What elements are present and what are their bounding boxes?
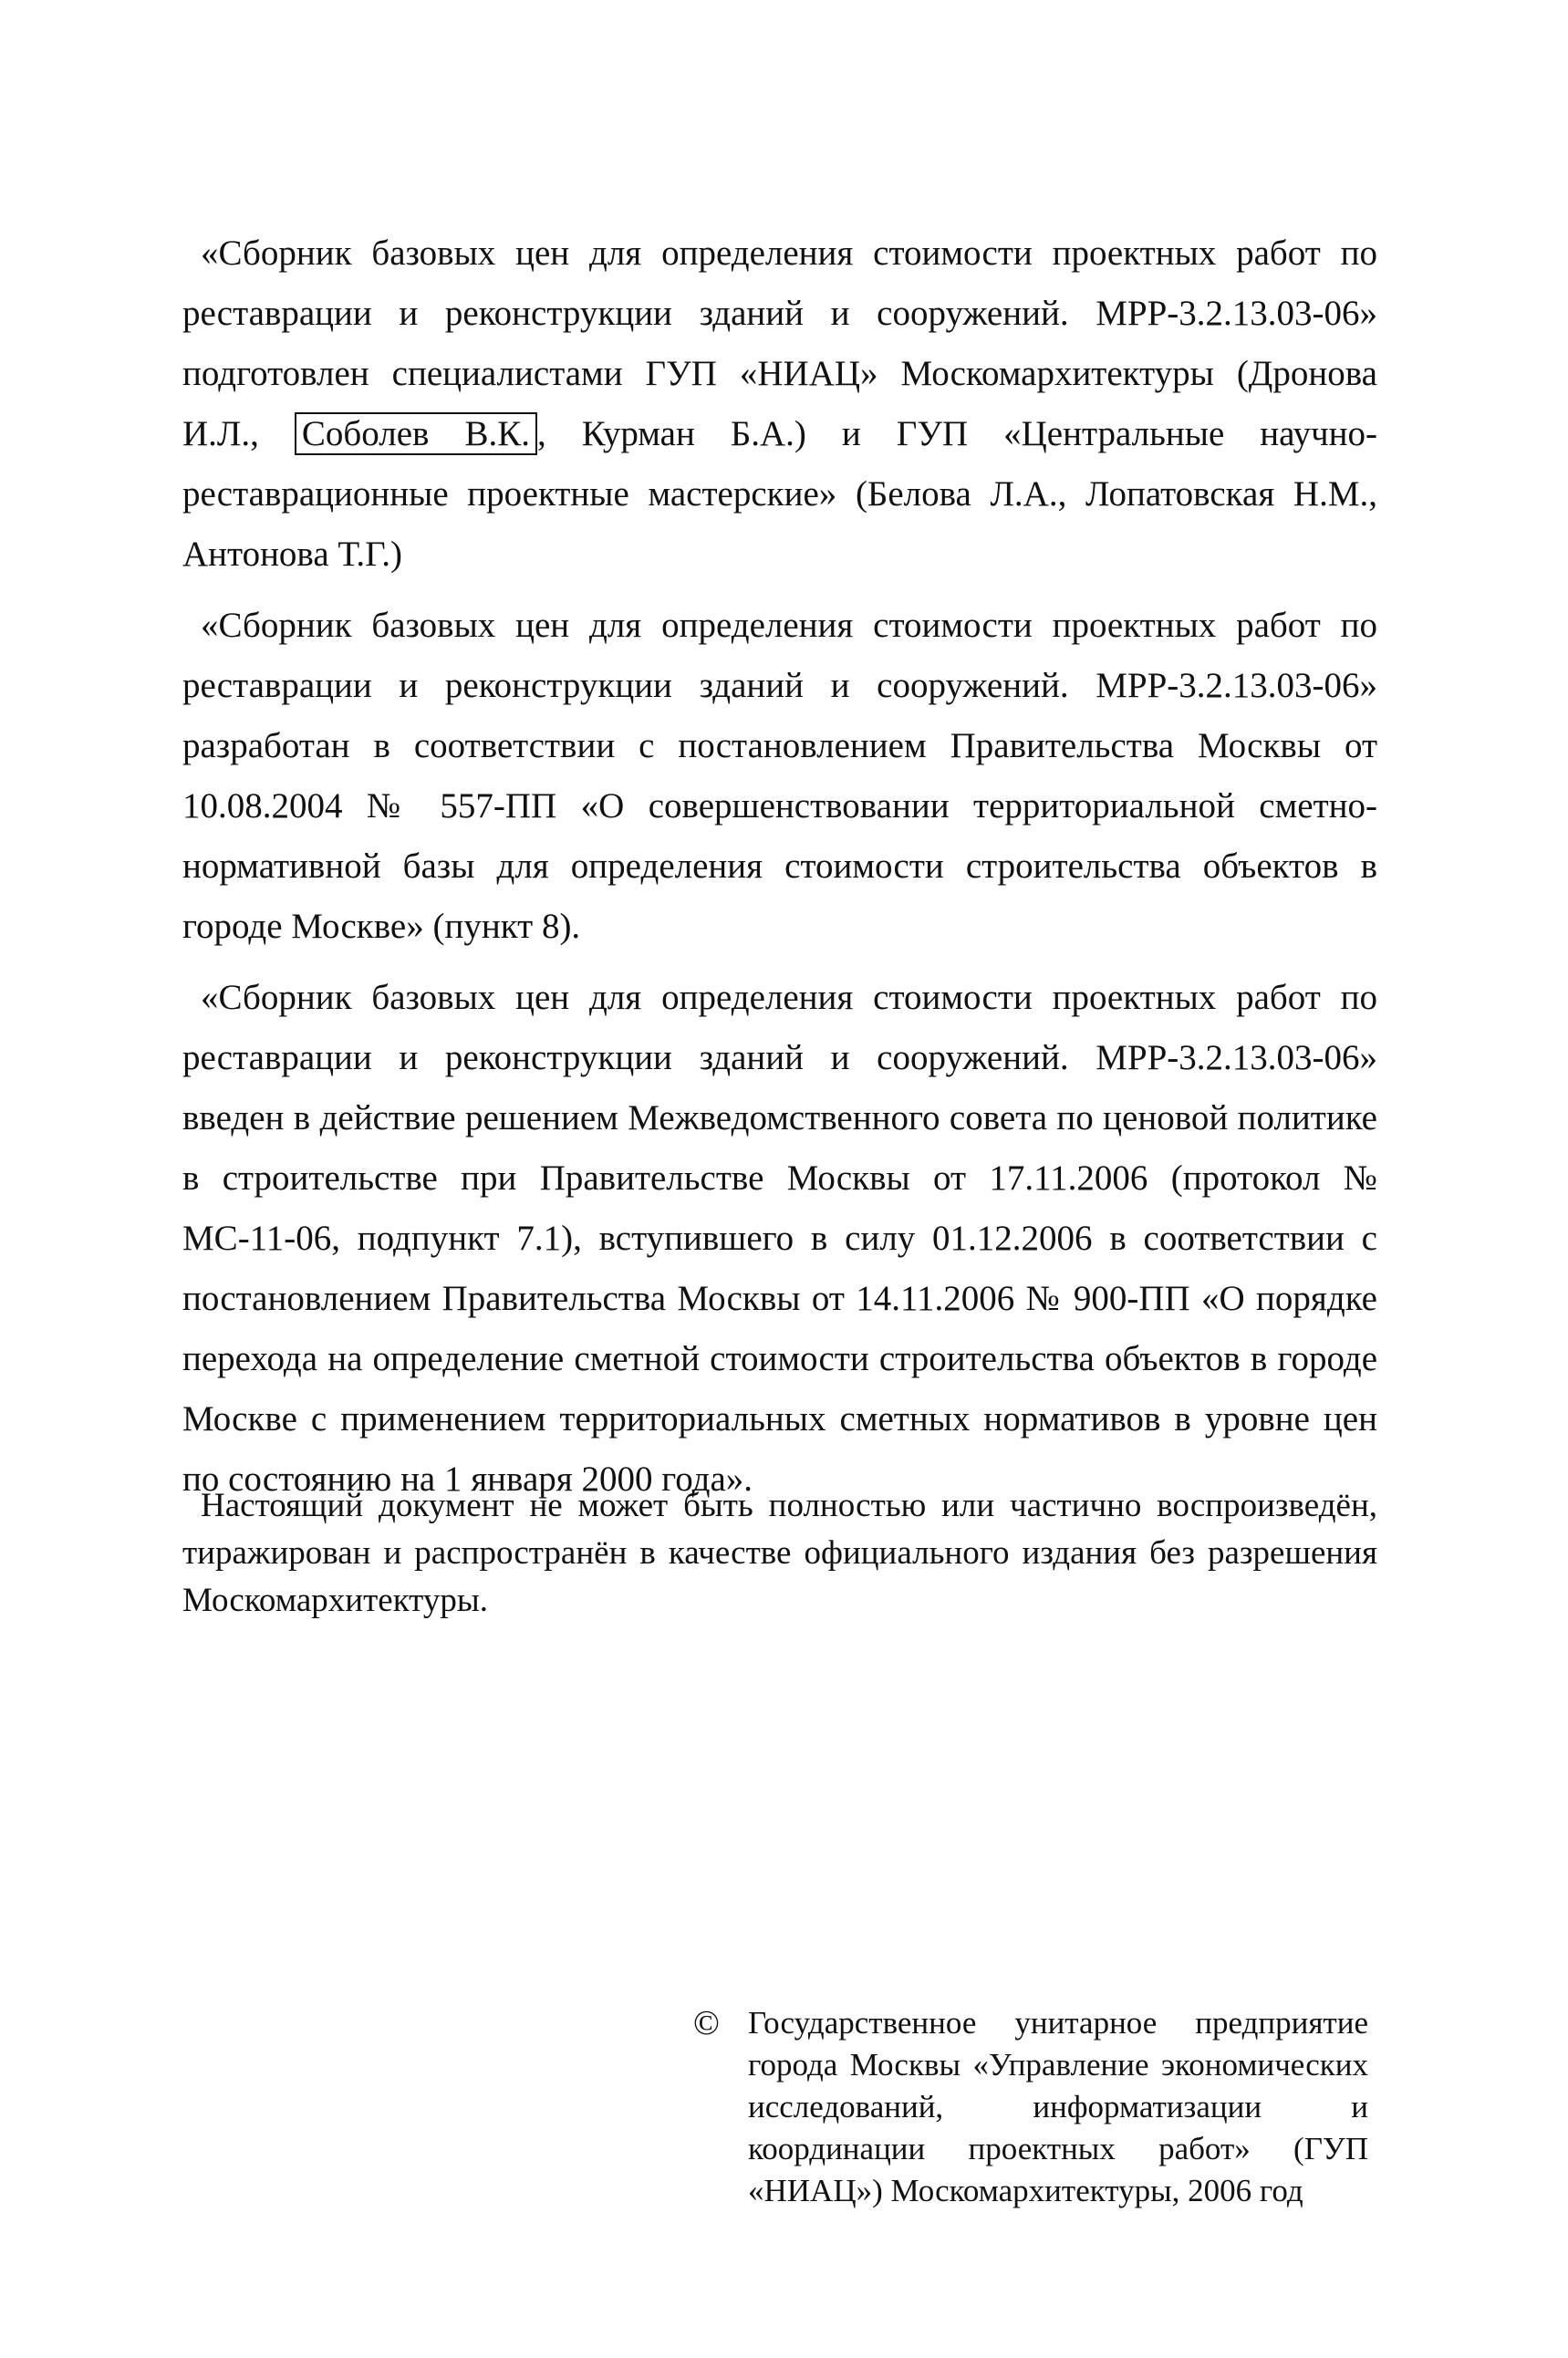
- paragraph-enacted: «Сборник базовых цен для определения стоимости проектных работ по реставрации и реконструкции зданий и сооружений. МРР-3.2.13.03-06» введен в действие решением Межведомственного совета по ценовой политике в строительстве при Правительстве Москвы от 17.11.2006 (протокол № МС-11-06, подпункт 7.1), вступившего в силу 01.12.2006 в соответствии с постановлением Правительства Москвы от 14.11.2006 № 900-ПП «О порядке перехода на определение сметной стоимости строительства объектов в городе Москве с применением территориальных сметных нормативов в уровне цен по состоянию на 1 января 2000 года».: [182, 978, 1377, 1499]
- copyright-text: Государственное унитарное предприятие города Москвы «Управление экономических исследований, информатизации и координации проектных работ» (ГУП «НИАЦ») Москомархитектуры, 2006 год: [748, 2005, 1368, 2208]
- paragraph-authors: [182, 223, 1377, 585]
- main-text-block: [182, 223, 1377, 1521]
- copyright-icon: ©: [693, 2004, 720, 2042]
- boxed-author-name: Соболев В.К.: [295, 412, 537, 455]
- paragraph-authors-part2: , Курман Б.А.) и ГУП «Центральные научно-реставрационные проектные мастерские» (Белова Л.А., Лопатовская Н.М., Антонова Т.Г.): [182, 414, 1377, 574]
- copyright-block: [693, 2002, 1368, 2212]
- reproduction-notice: Настоящий документ не может быть полностью или частично воспроизведён, тиражирован и распространён в качестве официального издания без разрешения Москомархитектуры.: [182, 1487, 1377, 1619]
- paragraph-authors-part1: «Сборник базовых цен для определения стоимости проектных работ по реставрации и реконструкции зданий и сооружений. МРР-3.2.13.03-06» подготовлен специалистами ГУП «НИАЦ» Москомархитектуры (Дронова И.Л.,: [182, 234, 1377, 453]
- paragraph-developed: «Сборник базовых цен для определения стоимости проектных работ по реставрации и реконструкции зданий и сооружений. МРР-3.2.13.03-06» разработан в соответствии с постановлением Правительства Москвы от 10.08.2004 № 557-ПП «О совершенствовании территориальной сметно-нормативной базы для определения стоимости строительства объектов в городе Москве» (пункт 8).: [182, 606, 1377, 946]
